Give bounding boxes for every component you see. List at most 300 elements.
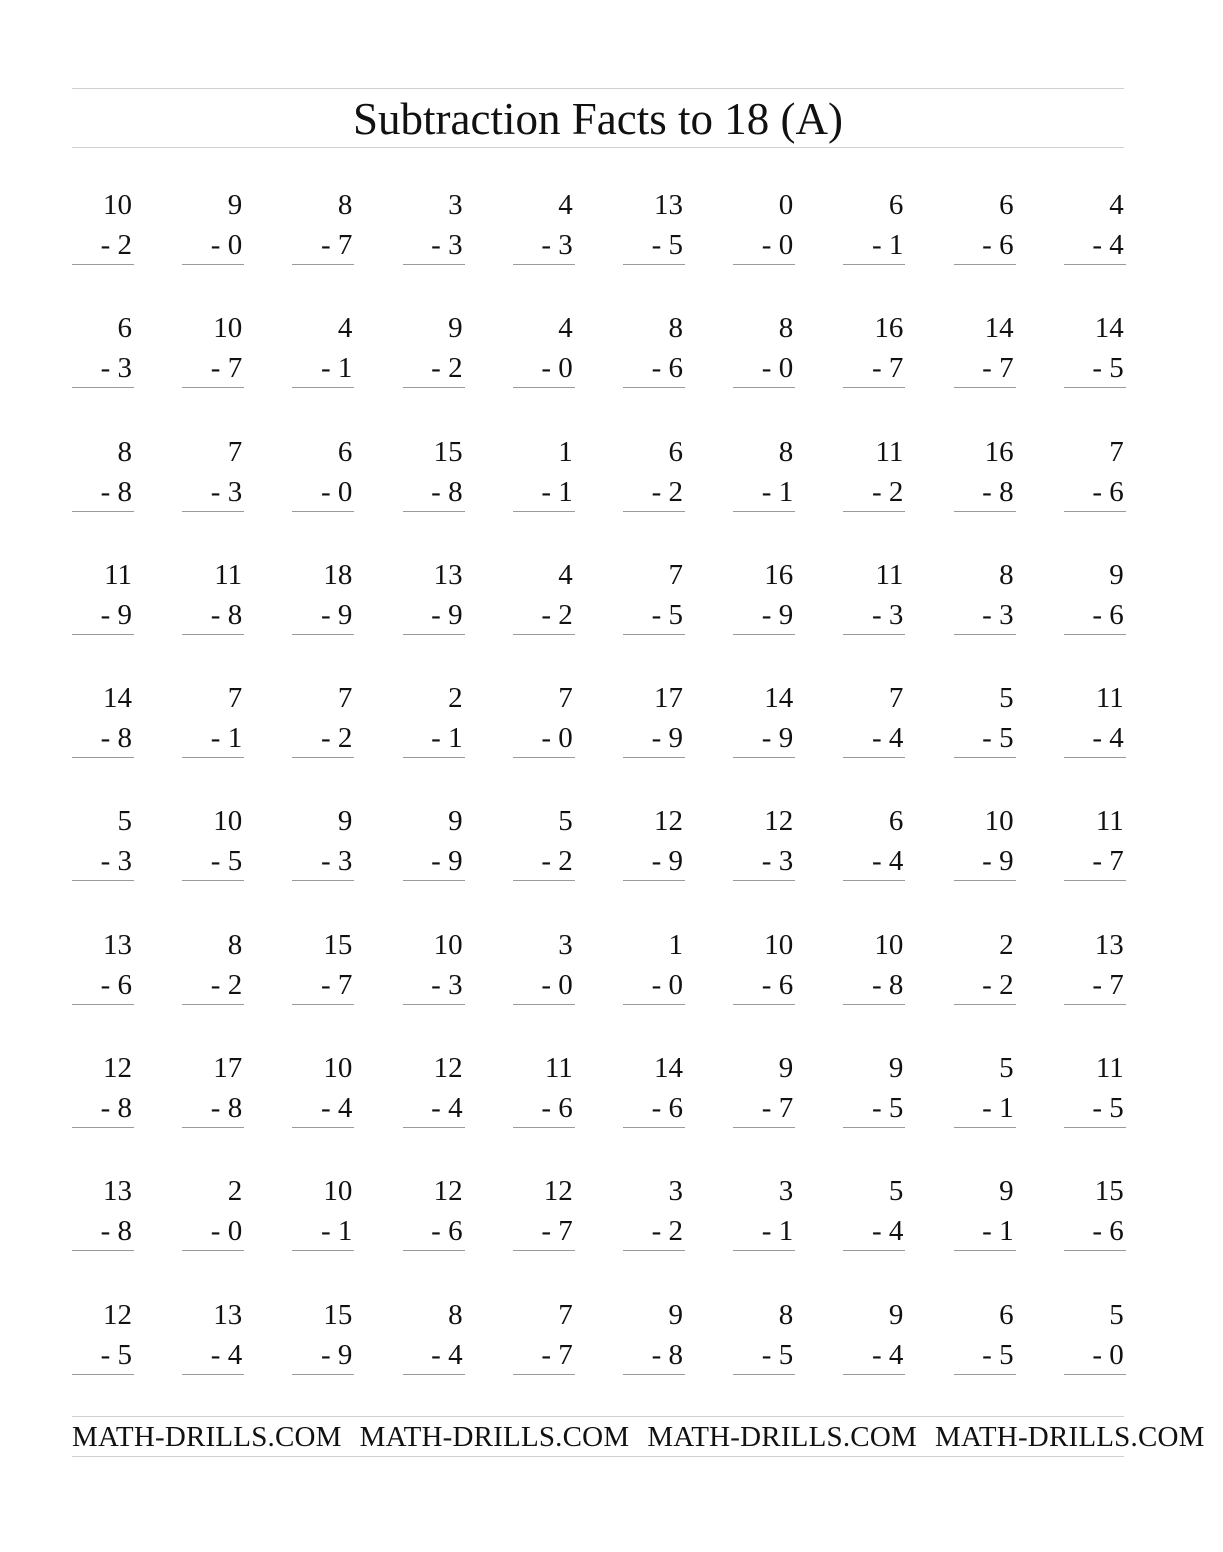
subtraction-problem: [954, 804, 1016, 884]
subtraction-problem: [182, 311, 244, 391]
answer-line: [72, 757, 134, 758]
subtrahend-line: [872, 351, 903, 385]
minuend: 15: [323, 928, 353, 961]
subtraction-problem: [843, 1051, 905, 1131]
subtrahend-line: [1092, 1214, 1123, 1248]
minus-sign: -: [320, 845, 331, 878]
subtrahend-line: [1092, 1338, 1123, 1372]
answer-line: [733, 264, 795, 265]
minuend: 9: [778, 1052, 794, 1085]
answer-line: [513, 880, 575, 881]
subtrahend: 1: [778, 475, 794, 508]
subtrahend: 7: [227, 352, 243, 385]
subtraction-problem: [954, 681, 1016, 761]
minus-sign: -: [1092, 1215, 1103, 1248]
answer-line: [623, 880, 685, 881]
subtrahend: 9: [337, 598, 353, 631]
subtraction-problem: [292, 435, 354, 515]
subtrahend: 2: [999, 968, 1014, 1001]
minuend: 11: [875, 435, 904, 468]
subtraction-problem: [1064, 435, 1126, 515]
subtrahend-line: [101, 844, 132, 878]
problem-grid: [72, 188, 1124, 1421]
subtrahend: 3: [778, 845, 794, 878]
subtrahend: 8: [888, 968, 904, 1001]
subtrahend: 4: [1109, 229, 1124, 261]
subtrahend-line: [982, 968, 1013, 1002]
minus-sign: -: [320, 598, 331, 631]
answer-line: [843, 511, 905, 512]
header-bottom-rule: [72, 147, 1124, 148]
subtrahend: 2: [117, 229, 132, 261]
minus-sign: -: [210, 722, 221, 755]
subtrahend: 6: [558, 1092, 573, 1125]
subtraction-problem: [623, 311, 685, 391]
subtrahend: 4: [888, 722, 904, 755]
subtrahend: 7: [888, 352, 904, 385]
subtrahend-line: [101, 475, 132, 509]
subtraction-problem: [1064, 1298, 1126, 1378]
subtrahend-line: [211, 1214, 242, 1248]
answer-line: [182, 880, 244, 881]
minuend: 17: [654, 682, 683, 715]
minus-sign: -: [761, 598, 772, 631]
subtrahend-line: [101, 1214, 132, 1248]
minus-sign: -: [100, 475, 111, 508]
answer-line: [72, 1374, 134, 1375]
subtrahend-line: [541, 475, 572, 509]
minus-sign: -: [320, 722, 331, 755]
subtrahend: 7: [558, 1338, 573, 1371]
minus-sign: -: [210, 1338, 221, 1371]
answer-line: [72, 1127, 134, 1128]
subtrahend-line: [321, 844, 352, 878]
subtraction-problem: [513, 1174, 575, 1254]
answer-line: [72, 387, 134, 388]
subtrahend: 3: [888, 598, 904, 631]
minus-sign: -: [431, 598, 441, 631]
subtrahend-line: [211, 721, 242, 755]
subtrahend: 1: [888, 229, 904, 261]
subtraction-problem: [954, 435, 1016, 515]
subtrahend-line: [982, 351, 1013, 385]
subtraction-problem: [182, 804, 244, 884]
subtraction-problem: [513, 1298, 575, 1378]
minuend: 8: [337, 189, 353, 221]
minuend: 2: [999, 928, 1014, 961]
subtraction-problem: [1064, 928, 1126, 1008]
minus-sign: -: [320, 1338, 331, 1371]
minuend: 10: [433, 928, 463, 961]
subtrahend: 1: [558, 475, 573, 508]
answer-line: [403, 1374, 465, 1375]
answer-line: [623, 1127, 685, 1128]
minus-sign: -: [982, 722, 992, 755]
minus-sign: -: [210, 1215, 221, 1248]
answer-line: [843, 1004, 905, 1005]
subtrahend-line: [101, 721, 132, 755]
answer-line: [403, 511, 465, 512]
footer-brand-text: MATH-DRILLS.COM: [72, 1421, 342, 1453]
subtrahend: 0: [558, 968, 573, 1001]
subtraction-problem: [623, 681, 685, 761]
subtrahend-line: [652, 475, 683, 509]
subtraction-problem: [292, 928, 354, 1008]
subtrahend-line: [211, 598, 242, 632]
minus-sign: -: [871, 229, 882, 261]
answer-line: [182, 264, 244, 265]
answer-line: [1064, 1004, 1126, 1005]
subtrahend: 3: [117, 352, 132, 385]
subtrahend: 4: [227, 1338, 243, 1371]
minuend: 7: [337, 682, 353, 715]
subtrahend-line: [652, 351, 683, 385]
minus-sign: -: [210, 475, 221, 508]
minuend: 1: [558, 435, 573, 468]
minus-sign: -: [100, 1092, 111, 1125]
subtraction-problem: [513, 558, 575, 638]
minus-sign: -: [1092, 229, 1103, 261]
minuend: 16: [874, 312, 904, 345]
subtrahend: 8: [117, 1215, 132, 1248]
page-title: Subtraction Facts to 18 (A): [353, 94, 843, 144]
answer-line: [72, 511, 134, 512]
answer-line: [843, 634, 905, 635]
subtrahend: 3: [558, 229, 573, 261]
subtraction-problem: [1064, 311, 1126, 391]
minuend: 9: [337, 805, 353, 838]
minus-sign: -: [651, 352, 662, 385]
answer-line: [292, 511, 354, 512]
problem-row: [72, 804, 1124, 927]
minuend: 8: [778, 312, 794, 345]
answer-line: [513, 264, 575, 265]
minus-sign: -: [541, 1092, 552, 1125]
answer-line: [733, 387, 795, 388]
subtrahend: 0: [337, 475, 353, 508]
minuend: 12: [543, 1175, 573, 1208]
subtraction-problem: [1064, 188, 1126, 268]
subtrahend: 1: [448, 722, 463, 755]
answer-line: [292, 1004, 354, 1005]
subtraction-problem: [292, 681, 354, 761]
answer-line: [623, 1250, 685, 1251]
subtrahend: 6: [117, 968, 132, 1001]
subtraction-problem: [72, 188, 134, 268]
answer-line: [954, 1250, 1016, 1251]
subtraction-problem: [72, 681, 134, 761]
minus-sign: -: [100, 1338, 111, 1371]
answer-line: [623, 511, 685, 512]
minus-sign: -: [100, 722, 111, 755]
answer-line: [733, 757, 795, 758]
subtraction-problem: [1064, 1051, 1126, 1131]
subtrahend: 5: [999, 722, 1014, 755]
subtraction-problem: [513, 311, 575, 391]
subtrahend: 3: [448, 229, 463, 261]
minuend: 14: [764, 682, 794, 715]
answer-line: [513, 1250, 575, 1251]
minus-sign: -: [761, 475, 772, 508]
problem-row: [72, 1298, 1124, 1421]
subtrahend: 9: [999, 845, 1014, 878]
answer-line: [843, 264, 905, 265]
subtrahend: 0: [1109, 1338, 1124, 1371]
subtrahend: 7: [1109, 968, 1124, 1001]
subtrahend: 1: [337, 1215, 353, 1248]
answer-line: [513, 511, 575, 512]
subtrahend: 8: [668, 1338, 683, 1371]
minus-sign: -: [210, 352, 221, 385]
minuend: 6: [337, 435, 353, 468]
minus-sign: -: [320, 968, 331, 1001]
minus-sign: -: [541, 598, 552, 631]
subtrahend-line: [982, 1091, 1013, 1125]
answer-line: [513, 757, 575, 758]
answer-line: [954, 511, 1016, 512]
minuend: 6: [999, 189, 1014, 221]
minuend: 8: [778, 1298, 794, 1331]
subtrahend: 6: [668, 352, 683, 385]
subtrahend: 3: [448, 968, 463, 1001]
minuend: 10: [323, 1175, 353, 1208]
answer-line: [954, 1127, 1016, 1128]
minus-sign: -: [982, 1338, 992, 1371]
answer-line: [1064, 1127, 1126, 1128]
minus-sign: -: [651, 1338, 662, 1371]
answer-line: [733, 1250, 795, 1251]
subtrahend-line: [541, 968, 572, 1002]
subtraction-problem: [954, 1174, 1016, 1254]
subtrahend-line: [652, 598, 683, 632]
subtraction-problem: [72, 928, 134, 1008]
subtraction-problem: [72, 558, 134, 638]
subtrahend-line: [541, 598, 572, 632]
subtraction-problem: [843, 558, 905, 638]
minuend: 8: [227, 928, 243, 961]
minuend: 9: [888, 1052, 904, 1085]
minus-sign: -: [541, 845, 552, 878]
subtrahend-line: [101, 598, 132, 632]
answer-line: [1064, 757, 1126, 758]
subtraction-problem: [733, 311, 795, 391]
subtrahend-line: [652, 1091, 683, 1125]
answer-line: [1064, 880, 1126, 881]
minuend: 10: [874, 928, 904, 961]
problem-row: [72, 435, 1124, 558]
subtrahend-line: [982, 844, 1013, 878]
subtrahend: 0: [668, 968, 683, 1001]
subtrahend-line: [321, 1338, 352, 1372]
subtrahend: 8: [227, 598, 243, 631]
answer-line: [954, 757, 1016, 758]
minus-sign: -: [100, 968, 111, 1001]
subtrahend: 8: [117, 722, 132, 755]
minus-sign: -: [761, 1215, 772, 1248]
minuend: 6: [888, 189, 904, 221]
subtrahend-line: [101, 1338, 132, 1372]
answer-line: [1064, 387, 1126, 388]
subtraction-problem: [623, 558, 685, 638]
minus-sign: -: [651, 845, 662, 878]
subtrahend-line: [101, 228, 132, 262]
answer-line: [623, 634, 685, 635]
minus-sign: -: [871, 1092, 882, 1125]
minuend: 4: [337, 312, 353, 345]
subtrahend: 9: [778, 722, 794, 755]
minuend: 4: [558, 189, 573, 221]
answer-line: [403, 1127, 465, 1128]
subtraction-problem: [1064, 804, 1126, 884]
minus-sign: -: [651, 229, 662, 261]
minus-sign: -: [982, 598, 992, 631]
subtrahend-line: [321, 598, 352, 632]
minuend: 3: [558, 928, 573, 961]
subtrahend-line: [982, 598, 1013, 632]
minuend: 8: [448, 1298, 463, 1331]
subtrahend-line: [541, 721, 572, 755]
subtraction-problem: [1064, 558, 1126, 638]
subtrahend: 0: [227, 1215, 243, 1248]
minus-sign: -: [100, 352, 111, 385]
minuend: 2: [227, 1175, 243, 1208]
minus-sign: -: [761, 1092, 772, 1125]
subtraction-problem: [292, 311, 354, 391]
subtraction-problem: [843, 1298, 905, 1378]
subtraction-problem: [623, 1298, 685, 1378]
subtraction-problem: [513, 681, 575, 761]
subtrahend-line: [872, 844, 903, 878]
subtrahend-line: [762, 475, 793, 509]
answer-line: [623, 757, 685, 758]
minus-sign: -: [541, 968, 552, 1001]
subtrahend-line: [541, 228, 572, 262]
minuend: 5: [999, 1052, 1014, 1085]
problem-row: [72, 1051, 1124, 1174]
minus-sign: -: [431, 1215, 441, 1248]
subtrahend-line: [872, 1214, 903, 1248]
minuend: 6: [999, 1298, 1014, 1331]
minus-sign: -: [210, 229, 221, 261]
subtrahend: 0: [778, 352, 794, 385]
minuend: 4: [558, 558, 573, 591]
subtrahend-line: [1092, 598, 1123, 632]
subtrahend-line: [431, 968, 462, 1002]
subtraction-problem: [292, 804, 354, 884]
problem-row: [72, 188, 1124, 311]
subtrahend: 4: [888, 845, 904, 878]
minus-sign: -: [320, 352, 331, 385]
problem-row: [72, 558, 1124, 681]
minuend: 11: [544, 1052, 573, 1085]
answer-line: [733, 1127, 795, 1128]
minuend: 16: [984, 435, 1014, 468]
footer-brand-text: MATH-DRILLS.COM: [934, 1421, 1205, 1453]
minuend: 7: [1109, 435, 1124, 468]
subtraction-problem: [403, 1298, 465, 1378]
subtrahend: 1: [227, 722, 243, 755]
subtrahend: 9: [117, 598, 132, 631]
answer-line: [733, 634, 795, 635]
answer-line: [292, 387, 354, 388]
subtraction-problem: [733, 435, 795, 515]
subtrahend-line: [431, 844, 462, 878]
footer-top-rule: [72, 1416, 1124, 1417]
minuend: 7: [668, 558, 683, 591]
subtraction-problem: [513, 1051, 575, 1131]
subtrahend-line: [101, 968, 132, 1002]
minus-sign: -: [541, 229, 552, 261]
answer-line: [182, 634, 244, 635]
answer-line: [513, 387, 575, 388]
minuend: 9: [668, 1298, 683, 1331]
subtraction-problem: [182, 928, 244, 1008]
problem-row: [72, 1174, 1124, 1297]
subtrahend-line: [211, 228, 242, 262]
minus-sign: -: [1092, 1338, 1103, 1371]
answer-line: [733, 1004, 795, 1005]
problem-row: [72, 311, 1124, 434]
minuend: 18: [323, 558, 353, 591]
subtrahend-line: [1092, 475, 1123, 509]
subtrahend-line: [652, 1214, 683, 1248]
subtrahend-line: [1092, 721, 1123, 755]
minus-sign: -: [1092, 1092, 1103, 1125]
subtrahend: 9: [337, 1338, 353, 1371]
subtrahend: 9: [448, 598, 463, 631]
subtraction-problem: [403, 435, 465, 515]
minus-sign: -: [541, 475, 552, 508]
minuend: 3: [778, 1175, 794, 1208]
subtraction-problem: [733, 681, 795, 761]
subtrahend-line: [431, 228, 462, 262]
minus-sign: -: [982, 475, 992, 508]
answer-line: [403, 757, 465, 758]
subtrahend-line: [211, 1338, 242, 1372]
subtraction-problem: [954, 928, 1016, 1008]
subtrahend-line: [982, 1338, 1013, 1372]
minuend: 13: [1094, 928, 1124, 961]
subtrahend-line: [762, 1214, 793, 1248]
minus-sign: -: [210, 598, 221, 631]
minuend: 6: [888, 805, 904, 838]
minuend: 9: [448, 805, 463, 838]
answer-line: [954, 387, 1016, 388]
subtraction-problem: [182, 1051, 244, 1131]
minuend: 15: [1094, 1175, 1124, 1208]
subtraction-problem: [843, 804, 905, 884]
subtrahend-line: [762, 844, 793, 878]
answer-line: [1064, 511, 1126, 512]
subtraction-problem: [1064, 681, 1126, 761]
subtrahend: 0: [227, 229, 243, 261]
answer-line: [182, 1250, 244, 1251]
answer-line: [182, 1127, 244, 1128]
subtraction-problem: [623, 928, 685, 1008]
subtrahend-line: [762, 598, 793, 632]
subtrahend-line: [541, 1338, 572, 1372]
subtrahend: 4: [888, 1215, 904, 1248]
subtrahend: 1: [337, 352, 353, 385]
subtraction-problem: [513, 928, 575, 1008]
minuend: 14: [103, 682, 132, 715]
subtraction-problem: [623, 188, 685, 268]
subtrahend: 9: [668, 845, 683, 878]
subtrahend-line: [982, 721, 1013, 755]
minus-sign: -: [320, 1215, 331, 1248]
answer-line: [292, 264, 354, 265]
minus-sign: -: [1092, 968, 1103, 1001]
